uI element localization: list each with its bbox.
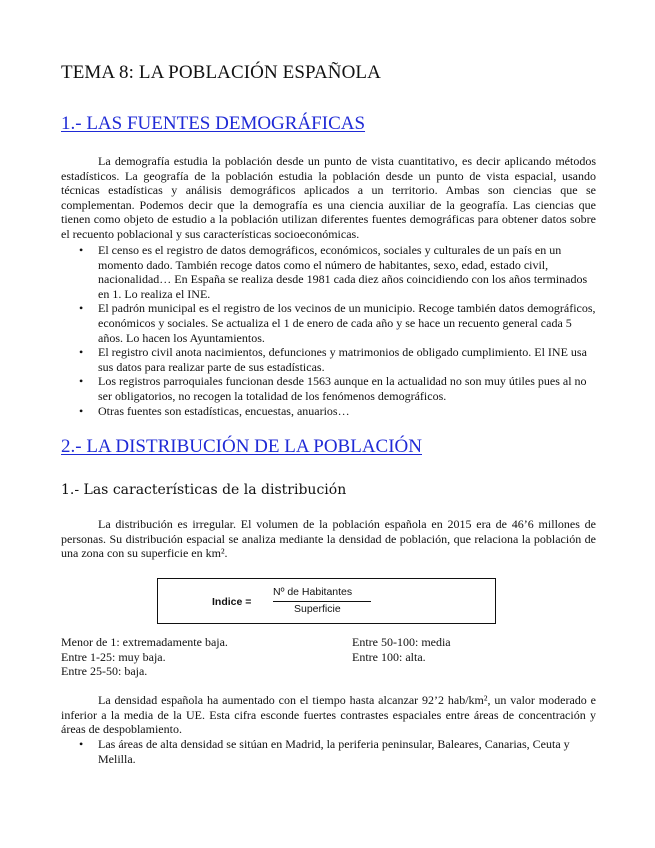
subsection-heading: 1.- Las características de la distribución: [61, 482, 347, 498]
distribution-paragraph-block: [61, 517, 596, 561]
formula-numerator: Nº de Habitantes: [273, 586, 353, 598]
density-paragraph-block: [61, 693, 596, 737]
list-item: [61, 345, 596, 374]
density-level: Entre 25-50: baja.: [61, 664, 148, 679]
list-item-text: Otras fuentes son estadísticas, encuestas, anuarios…: [98, 403, 350, 418]
bullet-icon: •: [79, 301, 84, 316]
sources-list: [61, 243, 596, 418]
formula-label: Indice =: [212, 596, 252, 608]
areas-list: [61, 737, 596, 766]
list-item: [61, 243, 596, 301]
document-title: TEMA 8: LA POBLACIÓN ESPAÑOLA: [61, 62, 381, 83]
list-item: [61, 374, 596, 403]
list-item: [61, 737, 596, 766]
bullet-icon: •: [79, 243, 84, 257]
list-item-text: Los registros parroquiales funcionan desde 1563 aunque en la actualidad no son muy útiles pues al no ser obligatorios, no recogen la totalidad de los fenómenos demográficos.: [98, 374, 587, 403]
density-level: Entre 100: alta.: [352, 649, 426, 664]
list-item: [61, 404, 596, 419]
fraction-bar: [273, 601, 371, 602]
section-heading-distribucion: 2.- LA DISTRIBUCIÓN DE LA POBLACIÓN: [61, 436, 422, 457]
intro-paragraph: La demografía estudia la población desde un punto de vista cuantitativo, es decir aplicando métodos estadísticos. La geografía de la población estudia la población desde un punto de vista espacial, usando técnicas estadísticas y análisis demográficos aplicados a un territorio. Ambas son ciencias que se complementan. Podemos decir que la demografía es una ciencia auxiliar de la geografía. Las ciencias que tienen como objeto de estudio a la población utilizan diferentes fuentes demográficas para obtener datos sobre el recuento poblacional y sus características socioeconómicas.: [61, 154, 596, 241]
density-scale-right: [352, 635, 451, 664]
distribution-paragraph: La distribución es irregular. El volumen de la población española en 2015 era de 46’6 millones de personas. Su distribución espacial se analiza mediante la densidad de población, que relaciona la población de una zona con su superficie en km².: [61, 517, 596, 561]
density-level: Menor de 1: extremadamente baja.: [61, 635, 228, 649]
list-item-text: El padrón municipal es el registro de los vecinos de un municipio. Recoge también datos demográficos, económicos y sociales. Se actualiza el 1 de enero de cada año y se hace un recuento general cada 5 años. Lo hacen los Ayuntamientos.: [98, 301, 596, 345]
list-item-text: Las áreas de alta densidad se sitúan en Madrid, la periferia peninsular, Baleares, Canarias, Ceuta y Melilla.: [98, 737, 570, 766]
density-level: Entre 1-25: muy baja.: [61, 649, 166, 664]
list-item: [61, 301, 596, 345]
density-level: Entre 50-100: media: [352, 635, 451, 649]
bullet-icon: •: [79, 345, 84, 360]
intro-paragraph-block: [61, 154, 596, 242]
bullet-icon: •: [79, 737, 84, 751]
section-heading-fuentes: 1.- LAS FUENTES DEMOGRÁFICAS: [61, 113, 366, 134]
density-paragraph: La densidad española ha aumentado con el tiempo hasta alcanzar 92’2 hab/km², un valor moderado e inferior a la media de la UE. Esta cifra esconde fuertes contrastes espaciales entre áreas de concentración y áreas de despoblamiento.: [61, 693, 596, 737]
list-item-text: El censo es el registro de datos demográficos, económicos, sociales y culturales de un país en un momento dado. También recoge datos como el número de habitantes, sexo, edad, estado civil, nacionalidad… En España se realiza desde 1981 cada diez años coincidiendo con los años terminados en 1. Lo realiza el INE.: [98, 243, 588, 301]
bullet-icon: •: [79, 403, 84, 418]
list-item-text: El registro civil anota nacimientos, defunciones y matrimonios de obligado cumplimiento. El INE usa sus datos para realizar parte de sus estadísticas.: [98, 345, 587, 374]
density-formula-box: [157, 578, 496, 624]
density-scale-left: [61, 635, 228, 679]
bullet-icon: •: [79, 374, 84, 389]
formula-denominator: Superficie: [294, 603, 341, 615]
